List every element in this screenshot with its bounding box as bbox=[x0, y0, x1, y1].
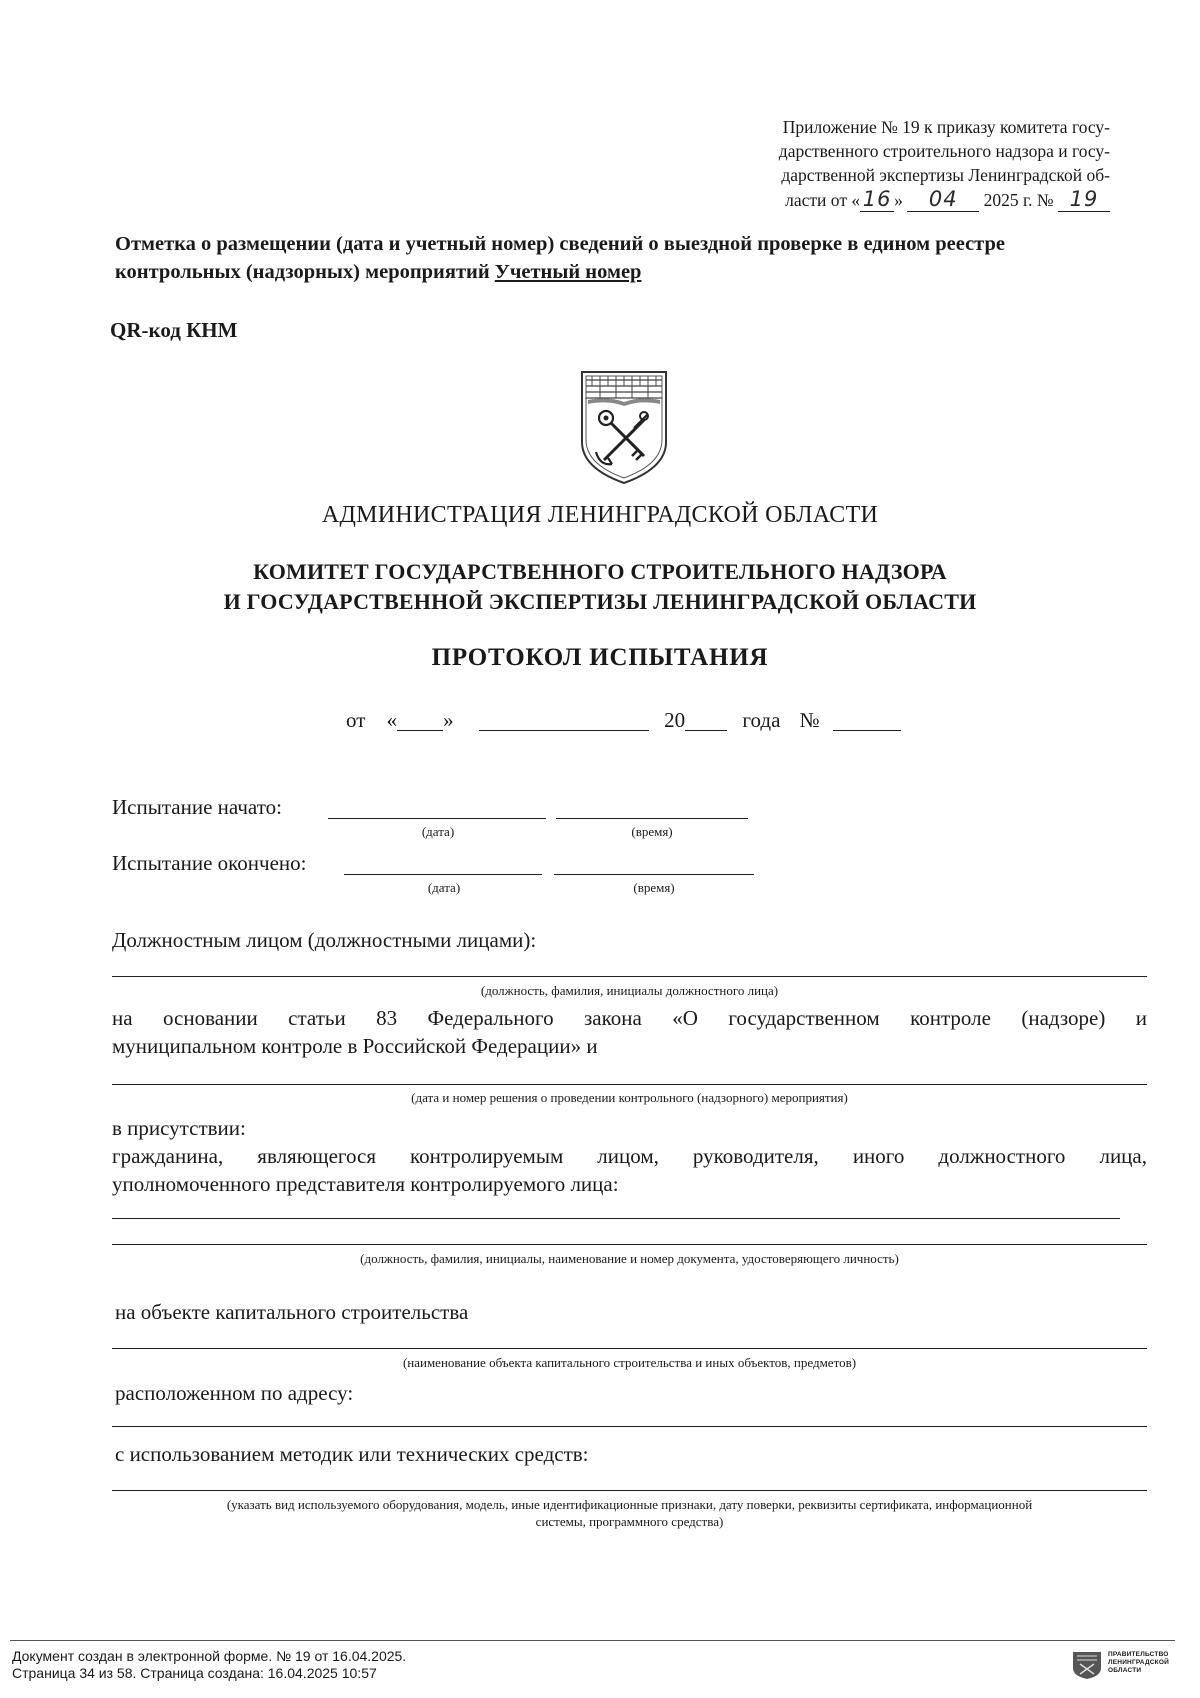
appendix-line-3: дарственной экспертизы Ленинградской об- bbox=[781, 165, 1110, 185]
presence-field-1[interactable] bbox=[112, 1210, 1120, 1219]
month-field[interactable] bbox=[479, 710, 649, 731]
registry-mark bbox=[115, 230, 1105, 286]
appendix-line-1: Приложение № 19 к приказу комитета госу- bbox=[782, 117, 1110, 137]
appendix-day-handwritten: 16 bbox=[860, 187, 894, 212]
official-hint: (должность, фамилия, инициалы должностного лица) bbox=[480, 983, 779, 998]
footer-info bbox=[12, 1648, 406, 1682]
footer-line-2: Страница 34 из 58. Страница создана: 16.04.2025 10:57 bbox=[12, 1665, 377, 1681]
address-label: расположенном по адресу: bbox=[115, 1381, 354, 1405]
day-field[interactable] bbox=[397, 710, 443, 731]
protocol-date-line bbox=[346, 708, 901, 733]
footer-divider bbox=[10, 1640, 1175, 1641]
protocol-title: ПРОТОКОЛ ИСПЫТАНИЯ bbox=[431, 644, 769, 671]
test-end-time-field[interactable] bbox=[554, 862, 754, 875]
methods-label: с использованием методик или технических средств: bbox=[115, 1442, 589, 1466]
object-hint: (наименование объекта капитального строительства и иных объектов, предметов) bbox=[402, 1355, 857, 1370]
test-end-date-field[interactable] bbox=[344, 862, 542, 875]
address-field[interactable] bbox=[112, 1418, 1147, 1427]
presence-field-2[interactable] bbox=[112, 1236, 1147, 1245]
test-start-time-field[interactable] bbox=[556, 806, 748, 819]
committee-title-line-2: И ГОСУДАРСТВЕННОЙ ЭКСПЕРТИЗЫ ЛЕНИНГРАДСКОЙ ОБЛАСТИ bbox=[223, 589, 977, 614]
basis-line-2: муниципальном контроле в Российской Федерации» и bbox=[112, 1034, 598, 1058]
committee-title-line-1: КОМИТЕТ ГОСУДАРСТВЕННОГО СТРОИТЕЛЬНОГО НАДЗОРА bbox=[253, 559, 947, 584]
presence-label: в присутствии: bbox=[112, 1116, 246, 1140]
appendix-year: 2025 г. № bbox=[983, 190, 1054, 210]
government-logo-icon bbox=[1070, 1650, 1104, 1680]
object-label: на объекте капитального строительства bbox=[115, 1300, 469, 1324]
presence-text bbox=[112, 1114, 1147, 1198]
decision-hint: (дата и номер решения о проведении контрольного (надзорного) мероприятия) bbox=[411, 1090, 848, 1105]
gov-text-line-3: ОБЛАСТИ bbox=[1108, 1667, 1142, 1674]
date-from-label: от bbox=[346, 708, 366, 732]
gov-text-line-2: ЛЕНИНГРАДСКОЙ bbox=[1108, 1659, 1169, 1666]
number-sign: № bbox=[799, 708, 820, 732]
basis-line-1: на основании статьи 83 Федерального закона «О государственном контроле (надзоре) и bbox=[112, 1006, 1147, 1030]
appendix-date-sep: » bbox=[894, 190, 903, 210]
appendix-number-handwritten: 19 bbox=[1058, 187, 1110, 212]
test-start-date-hint: (дата) bbox=[421, 824, 455, 839]
appendix-note bbox=[700, 115, 1110, 212]
qr-label: QR-код КНМ bbox=[110, 318, 238, 342]
appendix-date-prefix: ласти от « bbox=[785, 190, 861, 210]
test-end-time-hint: (время) bbox=[633, 880, 675, 895]
methods-hint-line-1: (указать вид используемого оборудования, модель, иные идентификационные признаки, дату поверки, реквизиты сертификата, информационной bbox=[226, 1497, 1033, 1512]
test-end-label: Испытание окончено: bbox=[112, 851, 307, 875]
registry-number-label: Учетный номер bbox=[494, 261, 642, 283]
protocol-number-field[interactable] bbox=[833, 710, 901, 731]
methods-hint-line-2: системы, программного средства) bbox=[535, 1514, 724, 1529]
footer-line-1: Документ создан в электронной форме. № 19 от 16.04.2025. bbox=[12, 1648, 407, 1664]
registry-mark-text: Отметка о размещении (дата и учетный номер) сведений о выездной проверке в едином реестре контрольных (надзорных) мероприятий bbox=[115, 233, 1005, 283]
date-close-quote: » bbox=[443, 708, 454, 732]
presence-line-1: гражданина, являющегося контролируемым лицом, руководителя, иного должностного лица, bbox=[112, 1144, 1147, 1168]
test-end-date-hint: (дата) bbox=[427, 880, 461, 895]
basis-text bbox=[112, 1004, 1147, 1060]
government-logo-text bbox=[1108, 1651, 1169, 1675]
administration-title: АДМИНИСТРАЦИЯ ЛЕНИНГРАДСКОЙ ОБЛАСТИ bbox=[321, 502, 879, 528]
test-start-date-field[interactable] bbox=[328, 806, 546, 819]
appendix-month-handwritten: 04 bbox=[907, 187, 979, 212]
presence-hint: (должность, фамилия, инициалы, наименование и номер документа, удостоверяющего личность) bbox=[360, 1251, 899, 1266]
official-field[interactable] bbox=[112, 968, 1147, 977]
year-word: года bbox=[742, 708, 781, 732]
year-field[interactable] bbox=[685, 710, 727, 731]
year-century: 20 bbox=[664, 708, 686, 732]
methods-field[interactable] bbox=[112, 1482, 1147, 1491]
test-start-label: Испытание начато: bbox=[112, 795, 282, 819]
decision-field[interactable] bbox=[112, 1076, 1147, 1085]
test-start-time-hint: (время) bbox=[631, 824, 673, 839]
coat-of-arms-icon bbox=[578, 370, 670, 485]
official-label: Должностным лицом (должностными лицами): bbox=[112, 928, 537, 952]
appendix-line-4 bbox=[700, 187, 1110, 212]
appendix-line-2: дарственного строительного надзора и госу- bbox=[778, 141, 1110, 161]
gov-text-line-1: ПРАВИТЕЛЬСТВО bbox=[1108, 1651, 1169, 1658]
presence-line-2: уполномоченного представителя контролируемого лица: bbox=[112, 1172, 619, 1196]
object-field[interactable] bbox=[112, 1340, 1147, 1349]
committee-title bbox=[0, 557, 1200, 617]
date-open-quote: « bbox=[386, 708, 398, 732]
methods-hint bbox=[112, 1496, 1147, 1530]
